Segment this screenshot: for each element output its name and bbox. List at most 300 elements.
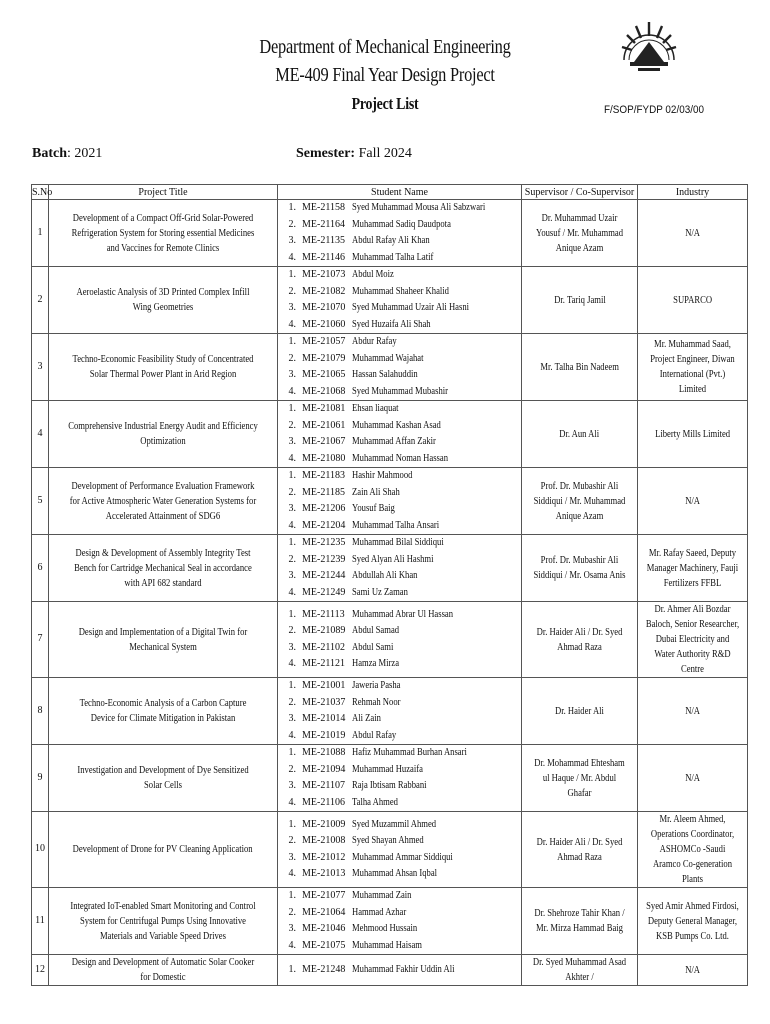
student-number: 4. — [288, 385, 296, 397]
student-reg-no: ME-21121 — [302, 658, 345, 669]
project-title-cell — [49, 812, 278, 888]
student-name: Muhammad Sadiq Daudpota — [352, 218, 451, 230]
table-row — [32, 267, 748, 334]
industry-cell — [638, 267, 748, 334]
student-name: Abdul Rafay Ali Khan — [352, 235, 430, 246]
student-name: Muhammad Bilal Siddiqui — [352, 537, 444, 548]
serial-number: 10 — [32, 812, 49, 888]
student-entry — [278, 817, 521, 834]
industry-cell — [638, 200, 748, 267]
student-name: Muhammad Ammar Siddiqui — [352, 851, 453, 863]
student-reg-no: ME-21077 — [302, 890, 346, 901]
student-list — [278, 535, 522, 602]
student-name: Abdur Rafay — [352, 336, 397, 347]
department-title: Department of Mechanical Engineering — [259, 36, 511, 58]
student-entry — [278, 317, 521, 334]
student-list — [278, 888, 522, 955]
student-number: 1. — [288, 680, 296, 691]
student-name: Hassan Salahuddin — [352, 369, 418, 380]
student-name: Mehmood Hussain — [352, 923, 418, 934]
project-title-cell — [49, 955, 278, 986]
student-name: Hammad Azhar — [352, 906, 407, 918]
serial-number: 4 — [32, 401, 49, 468]
student-name: Muhammad Talha Ansari — [352, 519, 440, 531]
student-list — [278, 401, 522, 468]
student-list — [278, 334, 522, 401]
student-name: Abdul Rafay — [352, 729, 397, 741]
student-list — [278, 812, 522, 888]
student-number: 2. — [288, 218, 296, 230]
student-entry — [278, 535, 521, 552]
student-reg-no: ME-21088 — [302, 747, 346, 758]
student-number: 3. — [288, 641, 296, 653]
batch-label: Batch — [32, 146, 67, 161]
table-row — [32, 602, 748, 678]
student-reg-no: ME-21094 — [302, 763, 346, 775]
serial-number: 2 — [32, 267, 49, 334]
student-entry — [278, 434, 521, 451]
student-name: Muhammad Fakhir Uddin Ali — [352, 963, 455, 975]
student-number: 1. — [288, 963, 296, 975]
student-list — [278, 267, 522, 334]
student-reg-no: ME-21106 — [302, 796, 345, 808]
student-reg-no: ME-21235 — [302, 537, 346, 548]
industry: Mr. Rafay Saeed, Deputy Manager Machinery, Fauji Fertilizers FFBL — [646, 547, 739, 589]
student-name: Abdul Moiz — [352, 269, 394, 280]
student-reg-no: ME-21113 — [302, 608, 345, 620]
student-entry — [278, 552, 521, 569]
student-entry — [278, 640, 521, 657]
student-entry — [278, 568, 521, 585]
student-number: 4. — [288, 796, 296, 808]
student-entry — [278, 250, 521, 267]
student-number: 4. — [288, 868, 296, 879]
student-entry — [278, 695, 521, 712]
student-reg-no: ME-21080 — [302, 452, 346, 464]
supervisor-cell — [522, 602, 638, 678]
project-title-cell — [49, 468, 278, 535]
university-logo-icon — [618, 16, 680, 78]
supervisor-cell — [522, 468, 638, 535]
supervisor: Mr. Talha Bin Nadeem — [540, 361, 619, 373]
project-title-cell — [49, 200, 278, 267]
student-entry — [278, 711, 521, 728]
industry: N/A — [685, 772, 700, 784]
student-reg-no: ME-21014 — [302, 713, 346, 724]
supervisor: Prof. Dr. Mubashir Ali Siddiqui / Mr. Osama Anis — [533, 555, 626, 581]
student-entry — [278, 200, 521, 217]
student-entry — [278, 351, 521, 368]
student-reg-no: ME-21001 — [302, 680, 346, 691]
student-entry — [278, 485, 521, 502]
student-entry — [278, 585, 521, 602]
student-entry — [278, 678, 521, 695]
serial-number: 12 — [32, 955, 49, 986]
student-reg-no: ME-21102 — [302, 641, 345, 653]
table-header-row — [32, 185, 748, 200]
student-reg-no: ME-21073 — [302, 269, 346, 280]
project-table — [31, 184, 748, 986]
student-reg-no: ME-21064 — [302, 906, 346, 918]
student-name: Hafiz Muhammad Burhan Ansari — [352, 747, 467, 758]
student-entry — [278, 962, 521, 979]
table-row — [32, 200, 748, 267]
industry: SUPARCO — [673, 294, 712, 306]
student-list — [278, 200, 522, 267]
industry-cell — [638, 602, 748, 678]
student-entry — [278, 866, 521, 883]
student-list — [278, 955, 522, 986]
serial-number: 7 — [32, 602, 49, 678]
student-reg-no: ME-21158 — [302, 202, 345, 213]
industry-cell — [638, 334, 748, 401]
project-title: Techno-Economic Analysis of a Carbon Capture Device for Climate Mitigation in Pakistan — [79, 698, 247, 724]
student-list — [278, 602, 522, 678]
project-title-cell — [49, 535, 278, 602]
project-title: Aeroelastic Analysis of 3D Printed Complex Infill Wing Geometries — [76, 287, 250, 313]
student-name: Raja Ibtisam Rabbani — [352, 780, 427, 791]
student-number: 1. — [288, 537, 296, 548]
industry: Mr. Muhammad Saad, Project Engineer, Diwan International (Pvt.) Limited — [650, 339, 735, 395]
student-name: Syed Alyan Ali Hashmi — [352, 553, 434, 565]
industry-cell — [638, 745, 748, 812]
student-name: Talha Ahmed — [352, 796, 398, 808]
student-entry — [278, 795, 521, 812]
student-number: 2. — [288, 553, 296, 565]
page-title: Project List — [351, 94, 419, 113]
student-reg-no: ME-21061 — [302, 419, 346, 431]
serial-number: 6 — [32, 535, 49, 602]
student-number: 4. — [288, 586, 296, 598]
student-entry — [278, 745, 521, 762]
supervisor: Dr. Mohammad Ehtesham ul Haque / Mr. Abdul Ghafar — [534, 757, 625, 799]
student-number: 2. — [288, 696, 296, 708]
serial-number: 11 — [32, 888, 49, 955]
student-number: 4. — [288, 318, 296, 330]
industry-cell — [638, 401, 748, 468]
student-reg-no: ME-21070 — [302, 302, 346, 313]
student-entry — [278, 728, 521, 745]
student-number: 3. — [288, 570, 296, 581]
student-reg-no: ME-21135 — [302, 235, 345, 246]
supervisor: Dr. Shehroze Tahir Khan / Mr. Mirza Hammad Baig — [534, 908, 625, 934]
student-name: Abdullah Ali Khan — [352, 570, 418, 581]
student-reg-no: ME-21019 — [302, 729, 346, 741]
table-row — [32, 535, 748, 602]
industry-cell — [638, 888, 748, 955]
supervisor: Dr. Haider Ali / Dr. Syed Ahmad Raza — [536, 626, 623, 653]
industry: Dr. Ahmer Ali Bozdar Baloch, Senior Researcher, Dubai Electricity and Water Authority R&D Centre — [645, 604, 740, 675]
student-reg-no: ME-21082 — [302, 285, 346, 297]
industry: N/A — [685, 705, 700, 717]
student-name: Syed Muzammil Ahmed — [352, 818, 437, 830]
student-name: Abdul Sami — [352, 641, 394, 653]
student-number: 3. — [288, 369, 296, 380]
student-name: Muhammad Ahsan Iqbal — [352, 868, 438, 879]
supervisor: Dr. Syed Muhammad Asad Akhter / — [532, 957, 627, 983]
student-name: Muhammad Kashan Asad — [352, 419, 441, 431]
student-reg-no: ME-21164 — [302, 218, 345, 230]
student-entry — [278, 518, 521, 535]
student-number: 4. — [288, 729, 296, 741]
student-entry — [278, 850, 521, 867]
student-name: Ehsan liaquat — [352, 403, 399, 414]
table-row — [32, 401, 748, 468]
student-entry — [278, 905, 521, 922]
student-entry — [278, 888, 521, 905]
student-entry — [278, 300, 521, 317]
project-title-cell — [49, 334, 278, 401]
student-number: 2. — [288, 763, 296, 775]
col-header-industry: Industry — [638, 185, 748, 200]
student-number: 2. — [288, 419, 296, 431]
table-row — [32, 678, 748, 745]
industry: Liberty Mills Limited — [654, 428, 731, 440]
supervisor-cell — [522, 535, 638, 602]
student-reg-no: ME-21204 — [302, 519, 346, 531]
student-entry — [278, 778, 521, 795]
student-reg-no: ME-21089 — [302, 625, 346, 636]
project-title: Development of Performance Evaluation Framework for Active Atmospheric Water Generation Systems for Accelerated Attainment of SDG6 — [69, 480, 257, 522]
industry: Mr. Aleem Ahmed, Operations Coordinator, ASHOMCo -Saudi Aramco Co-generation Plants — [650, 814, 735, 885]
student-number: 3. — [288, 713, 296, 724]
student-reg-no: ME-21239 — [302, 553, 346, 565]
student-reg-no: ME-21185 — [302, 486, 345, 498]
industry-cell — [638, 812, 748, 888]
supervisor-cell — [522, 200, 638, 267]
student-entry — [278, 451, 521, 468]
student-entry — [278, 656, 521, 673]
student-name: Muhammad Affan Zakir — [352, 436, 436, 447]
student-name: Syed Muhammad Mousa Ali Sabzwari — [352, 202, 486, 213]
student-number: 3. — [288, 780, 296, 791]
student-number: 1. — [288, 336, 296, 347]
semester-label: Semester: — [296, 146, 356, 161]
student-entry — [278, 418, 521, 435]
student-entry — [278, 367, 521, 384]
project-title: Investigation and Development of Dye Sensitized Solar Cells — [77, 765, 249, 791]
student-number: 4. — [288, 939, 296, 951]
student-name: Muhammad Abrar Ul Hassan — [352, 608, 454, 620]
student-number: 3. — [288, 851, 296, 863]
student-name: Jaweria Pasha — [352, 680, 401, 691]
supervisor-cell — [522, 812, 638, 888]
student-reg-no: ME-21107 — [302, 780, 345, 791]
student-entry — [278, 384, 521, 401]
semester-value: Fall 2024 — [355, 146, 412, 161]
student-number: 1. — [288, 202, 296, 213]
supervisor: Dr. Haider Ali / Dr. Syed Ahmad Raza — [536, 836, 623, 863]
student-number: 1. — [288, 890, 296, 901]
student-name: Yousuf Baig — [352, 503, 395, 514]
student-name: Syed Muhammad Uzair Ali Hasni — [352, 302, 470, 313]
student-entry — [278, 233, 521, 250]
student-entry — [278, 921, 521, 938]
supervisor-cell — [522, 888, 638, 955]
student-reg-no: ME-21081 — [302, 403, 346, 414]
student-name: Syed Huzaifa Ali Shah — [352, 318, 431, 330]
student-number: 2. — [288, 352, 296, 364]
table-row — [32, 334, 748, 401]
student-reg-no: ME-21146 — [302, 251, 345, 263]
student-name: Ali Zain — [352, 713, 381, 724]
student-list — [278, 468, 522, 535]
supervisor-cell — [522, 334, 638, 401]
student-entry — [278, 401, 521, 418]
student-number: 1. — [288, 470, 296, 481]
student-name: Muhammad Talha Latif — [352, 251, 434, 263]
student-number: 3. — [288, 235, 296, 246]
industry: N/A — [685, 227, 700, 239]
serial-number: 1 — [32, 200, 49, 267]
student-number: 1. — [288, 269, 296, 280]
student-number: 1. — [288, 747, 296, 758]
supervisor-cell — [522, 955, 638, 986]
student-entry — [278, 267, 521, 284]
student-name: Muhammad Haisam — [352, 939, 422, 951]
student-number: 1. — [288, 818, 296, 830]
col-header-students: Student Name — [278, 185, 522, 200]
student-number: 2. — [288, 625, 296, 636]
project-title-cell — [49, 401, 278, 468]
supervisor: Dr. Aun Ali — [559, 428, 600, 440]
project-title: Comprehensive Industrial Energy Audit and Efficiency Optimization — [68, 421, 258, 447]
semester-info — [296, 146, 412, 162]
student-number: 2. — [288, 486, 296, 498]
student-list — [278, 678, 522, 745]
supervisor-cell — [522, 678, 638, 745]
table-row — [32, 468, 748, 535]
student-name: Hamza Mirza — [352, 658, 400, 669]
student-name: Muhammad Noman Hassan — [352, 452, 449, 464]
student-entry — [278, 468, 521, 485]
serial-number: 5 — [32, 468, 49, 535]
student-name: Muhammad Wajahat — [352, 352, 424, 364]
student-reg-no: ME-21046 — [302, 923, 346, 934]
project-title: Techno-Economic Feasibility Study of Concentrated Solar Thermal Power Plant in Arid Region — [72, 354, 254, 380]
student-entry — [278, 833, 521, 850]
student-number: 1. — [288, 403, 296, 414]
student-reg-no: ME-21060 — [302, 318, 346, 330]
student-reg-no: ME-21075 — [302, 939, 346, 951]
student-reg-no: ME-21057 — [302, 336, 346, 347]
student-number: 3. — [288, 503, 296, 514]
student-reg-no: ME-21067 — [302, 436, 346, 447]
student-number: 2. — [288, 835, 296, 846]
supervisor-cell — [522, 401, 638, 468]
student-reg-no: ME-21183 — [302, 470, 345, 481]
student-name: Zain Ali Shah — [352, 486, 400, 498]
industry-cell — [638, 468, 748, 535]
serial-number: 9 — [32, 745, 49, 812]
industry: N/A — [685, 495, 700, 507]
student-number: 3. — [288, 923, 296, 934]
student-reg-no: ME-21008 — [302, 835, 346, 846]
student-entry — [278, 217, 521, 234]
student-reg-no: ME-21013 — [302, 868, 346, 879]
table-row — [32, 745, 748, 812]
project-title: Design & Development of Assembly Integrity Test Bench for Cartridge Mechanical Seal in accordance with API 682 standard — [74, 547, 252, 589]
project-title: Design and Implementation of a Digital Twin for Mechanical System — [78, 626, 248, 653]
project-title: Development of a Compact Off-Grid Solar-Powered Refrigeration System for Storing essential Medicines and Vaccines for Remote Clinics — [71, 212, 255, 254]
supervisor-cell — [522, 267, 638, 334]
student-name: Syed Shayan Ahmed — [352, 835, 424, 846]
table-row — [32, 812, 748, 888]
industry: N/A — [685, 964, 700, 976]
supervisor: Dr. Haider Ali — [555, 705, 604, 717]
serial-number: 3 — [32, 334, 49, 401]
batch-info — [32, 146, 102, 162]
batch-value: : 2021 — [67, 146, 103, 161]
student-number: 4. — [288, 519, 296, 531]
student-entry — [278, 501, 521, 518]
student-reg-no: ME-21249 — [302, 586, 346, 598]
student-number: 4. — [288, 251, 296, 263]
project-title-cell — [49, 888, 278, 955]
project-title-cell — [49, 602, 278, 678]
student-name: Muhammad Zain — [352, 890, 412, 901]
col-header-supervisor: Supervisor / Co-Supervisor — [522, 185, 638, 200]
document-code: F/SOP/FYDP 02/03/00 — [604, 104, 704, 116]
course-title: ME-409 Final Year Design Project — [275, 64, 495, 86]
student-entry — [278, 938, 521, 955]
supervisor: Dr. Muhammad Uzair Yousuf / Mr. Muhammad Anique Azam — [535, 212, 624, 254]
student-reg-no: ME-21009 — [302, 818, 346, 830]
student-number: 2. — [288, 285, 296, 297]
student-entry — [278, 623, 521, 640]
student-number: 4. — [288, 658, 296, 669]
student-entry — [278, 607, 521, 624]
table-row — [32, 888, 748, 955]
student-name: Sami Uz Zaman — [352, 586, 408, 598]
project-title-cell — [49, 745, 278, 812]
student-number: 3. — [288, 436, 296, 447]
project-title-cell — [49, 678, 278, 745]
student-entry — [278, 762, 521, 779]
student-reg-no: ME-21248 — [302, 963, 346, 975]
student-number: 1. — [288, 608, 296, 620]
student-reg-no: ME-21037 — [302, 696, 346, 708]
student-reg-no: ME-21206 — [302, 503, 346, 514]
student-reg-no: ME-21244 — [302, 570, 346, 581]
industry-cell — [638, 955, 748, 986]
student-number: 2. — [288, 906, 296, 918]
table-row — [32, 955, 748, 986]
supervisor-cell — [522, 745, 638, 812]
project-title: Design and Development of Automatic Solar Cooker for Domestic — [71, 957, 255, 983]
col-header-title: Project Title — [49, 185, 278, 200]
student-reg-no: ME-21068 — [302, 385, 346, 397]
industry-cell — [638, 678, 748, 745]
student-entry — [278, 284, 521, 301]
student-number: 3. — [288, 302, 296, 313]
student-entry — [278, 334, 521, 351]
project-title-cell — [49, 267, 278, 334]
student-reg-no: ME-21012 — [302, 851, 346, 863]
student-name: Abdul Samad — [352, 625, 400, 636]
supervisor: Dr. Tariq Jamil — [553, 294, 606, 306]
student-list — [278, 745, 522, 812]
student-name: Muhammad Shaheer Khalid — [352, 285, 449, 297]
project-title: Development of Drone for PV Cleaning Application — [73, 844, 253, 855]
student-name: Muhammad Huzaifa — [352, 763, 423, 775]
student-number: 4. — [288, 452, 296, 464]
student-reg-no: ME-21065 — [302, 369, 346, 380]
student-name: Hashir Mahmood — [352, 470, 413, 481]
project-title: Integrated IoT-enabled Smart Monitoring and Control System for Centrifugal Pumps Using Innovative Materials and Variable Speed Drives — [70, 900, 256, 942]
serial-number: 8 — [32, 678, 49, 745]
industry: Syed Amir Ahmed Firdosi, Deputy General Manager, KSB Pumps Co. Ltd. — [646, 900, 739, 942]
